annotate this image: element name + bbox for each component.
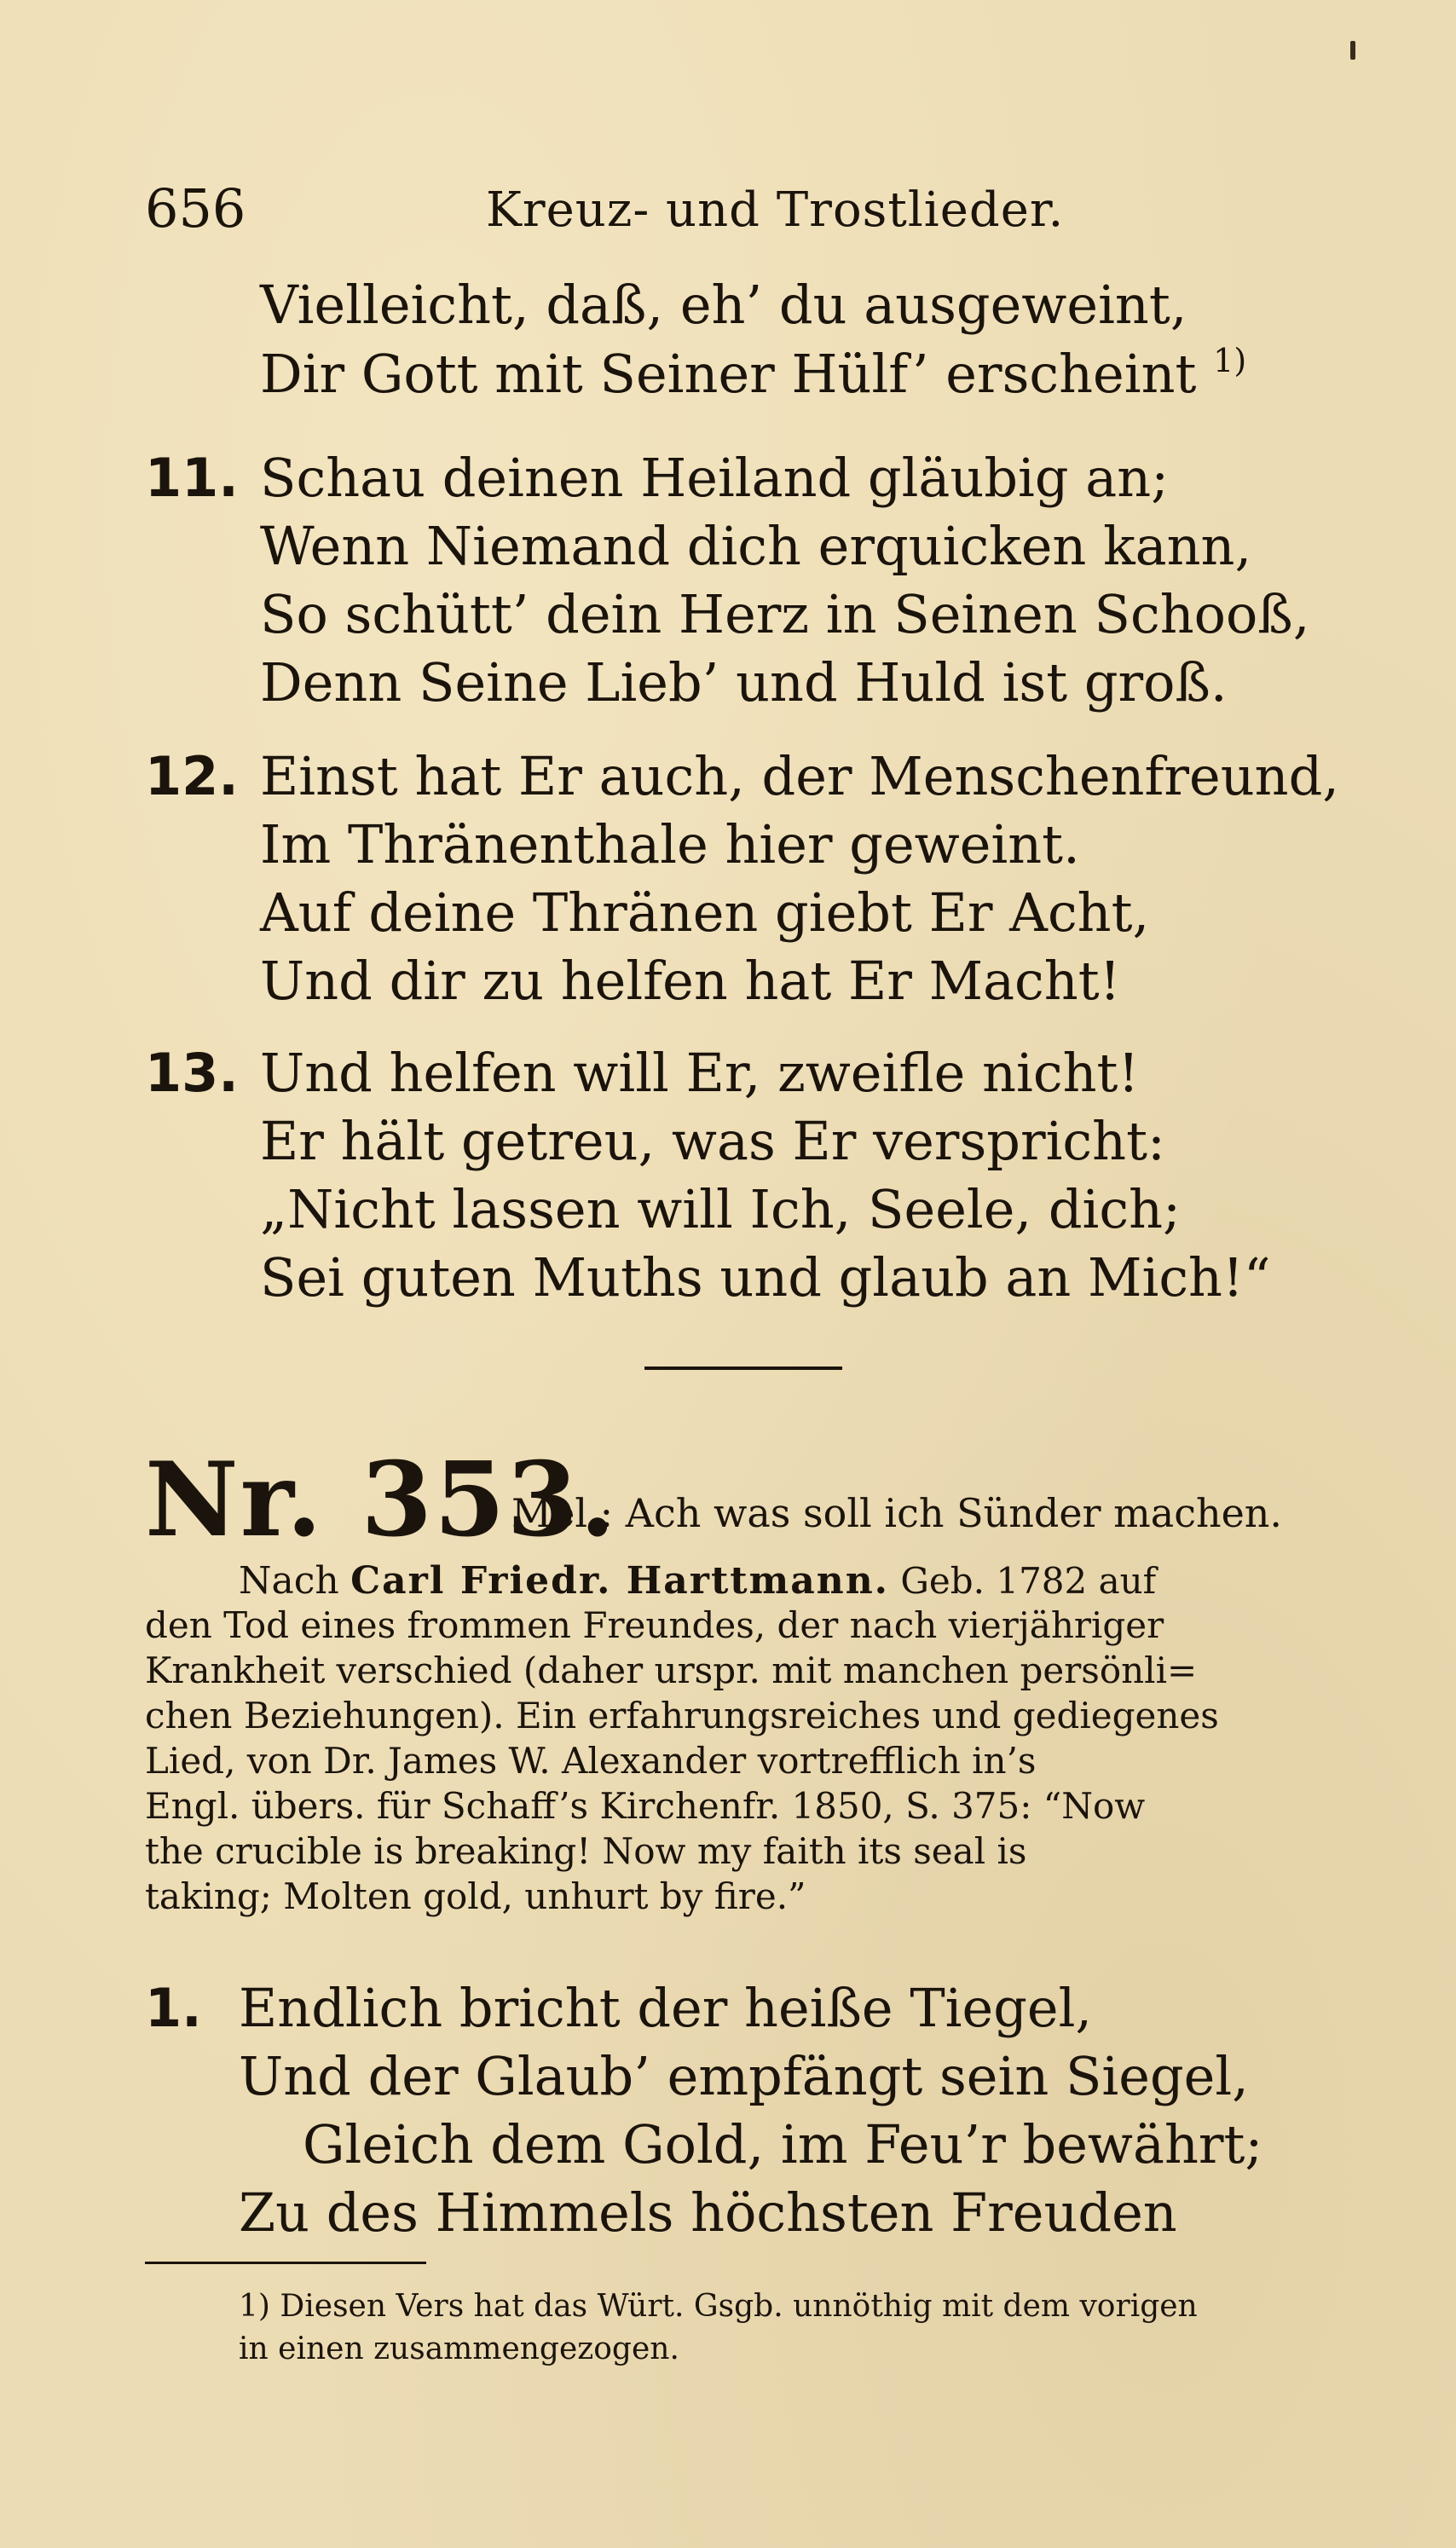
verse-number: 11. xyxy=(145,447,239,509)
paper-speck xyxy=(1350,41,1355,60)
note-line: chen Beziehungen). Ein erfahrungsreiches und gediegenes xyxy=(145,1695,1219,1736)
verse-line: So schütt’ dein Herz in Seinen Schooß, xyxy=(260,583,1310,645)
note-line xyxy=(239,1559,1157,1603)
verse-line: Und dir zu helfen hat Er Macht! xyxy=(260,950,1121,1012)
verse-line: Und helfen will Er, zweifle nicht! xyxy=(260,1042,1140,1104)
note-text: Geb. 1782 auf xyxy=(900,1560,1157,1602)
verse-line: Sei guten Muths und glaub an Mich!“ xyxy=(260,1246,1271,1309)
verse-line: Wenn Niemand dich erquicken kann, xyxy=(260,515,1252,577)
note-line: Lied, von Dr. James W. Alexander vortrefflich in’s xyxy=(145,1740,1037,1782)
footnote-rule xyxy=(145,2262,426,2264)
note-line: Krankheit verschied (daher urspr. mit manchen persönli= xyxy=(145,1650,1198,1691)
note-line: den Tod eines frommen Freundes, der nach vierjähriger xyxy=(145,1604,1164,1646)
verse-line: Und der Glaub’ empfängt sein Siegel, xyxy=(239,2045,1249,2107)
hymn-number: Nr. 353. xyxy=(145,1440,617,1560)
footnote-line: in einen zusammengezogen. xyxy=(239,2331,679,2366)
running-title: Kreuz- und Trostlieder. xyxy=(486,182,1065,238)
verse-line: Einst hat Er auch, der Menschenfreund, xyxy=(260,745,1340,807)
page-number: 656 xyxy=(145,177,246,240)
continuation-line xyxy=(260,342,1247,405)
verse-number: 1. xyxy=(145,1977,202,2039)
verse-line: „Nicht lassen will Ich, Seele, dich; xyxy=(260,1178,1181,1240)
note-line: Engl. übers. für Schaff’s Kirchenfr. 1850, S. 375: “Now xyxy=(145,1785,1146,1827)
footnote-marker: 1) xyxy=(1213,342,1247,379)
verse-line: Denn Seine Lieb’ und Huld ist groß. xyxy=(260,651,1228,714)
footnote-line: 1) Diesen Vers hat das Würt. Gsgb. unnöthig mit dem vorigen xyxy=(239,2289,1198,2324)
page-header xyxy=(145,177,1253,254)
verse-line: Auf deine Thränen giebt Er Acht, xyxy=(260,881,1150,944)
verse-line: Endlich bricht der heiße Tiegel, xyxy=(239,1977,1093,2039)
note-line: the crucible is breaking! Now my faith its seal is xyxy=(145,1830,1027,1872)
section-divider xyxy=(644,1366,842,1370)
continuation-line-text: Dir Gott mit Seiner Hülf’ erscheint xyxy=(260,343,1197,405)
continuation-line: Vielleicht, daß, eh’ du ausgeweint, xyxy=(260,274,1187,336)
melody-reference: Mel.: Ach was soll ich Sünder machen. xyxy=(511,1490,1283,1536)
verse-line: Gleich dem Gold, im Feu’r bewährt; xyxy=(303,2113,1263,2175)
verse-line: Zu des Himmels höchsten Freuden xyxy=(239,2181,1177,2244)
verse-line: Schau deinen Heiland gläubig an; xyxy=(260,447,1170,509)
author-prefix: Nach xyxy=(239,1559,339,1603)
verse-line: Im Thränenthale hier geweint. xyxy=(260,813,1080,875)
note-line: taking; Molten gold, unhurt by fire.” xyxy=(145,1875,806,1917)
author-name: Carl Friedr. Harttmann. xyxy=(350,1559,889,1603)
verse-number: 12. xyxy=(145,745,239,807)
verse-number: 13. xyxy=(145,1042,239,1104)
verse-line: Er hält getreu, was Er verspricht: xyxy=(260,1110,1165,1172)
